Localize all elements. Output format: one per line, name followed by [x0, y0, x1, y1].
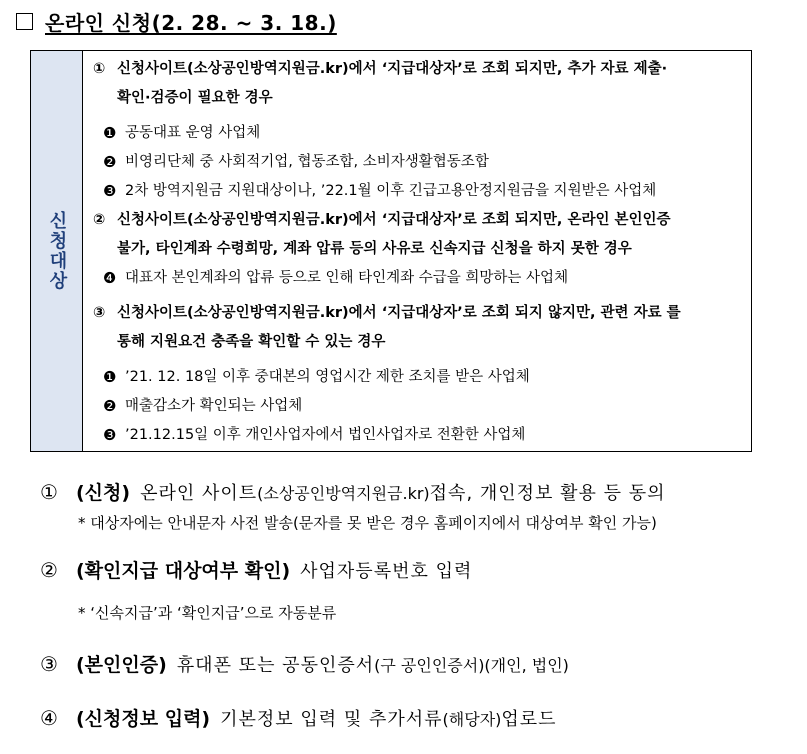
bullet-icon: ❹ — [103, 269, 117, 287]
step-text-end: 업로드 — [501, 709, 557, 730]
item-text: 매출감소가 확인되는 사업체 — [125, 398, 303, 414]
step-subtext: (소상공인방역지원금.kr) — [257, 484, 430, 503]
step-title: (신청) — [76, 482, 131, 504]
section-line: 통해 지원요건 충족을 확인할 수 있는 경우 — [117, 334, 386, 350]
step-title: (신청정보 입력) — [76, 708, 211, 730]
checkbox-square-icon — [16, 13, 33, 30]
list-item — [93, 148, 741, 177]
item-text: 대표자 본인계좌의 압류 등으로 인해 타인계좌 수급을 희망하는 사업체 — [125, 270, 569, 286]
section-line: 불가, 타인계좌 수령희망, 계좌 압류 등의 사유로 신속지급 신청을 하지 못한 경우 — [117, 241, 632, 257]
step-3 — [40, 650, 569, 677]
step-text: 온라인 사이트 — [140, 483, 258, 504]
target-table — [30, 50, 752, 452]
step-title: (본인인증) — [76, 654, 167, 676]
section-1-title — [93, 55, 741, 113]
bullet-icon: ❸ — [103, 426, 117, 444]
list-item — [93, 363, 741, 392]
step-4 — [40, 704, 557, 731]
step-text: 휴대폰 또는 공동인증서 — [176, 655, 375, 676]
step-2-note: * ‘신속지급’과 ‘확인지급’으로 자동분류 — [78, 604, 337, 622]
section-2-title — [93, 206, 741, 264]
section-number: ③ — [93, 305, 106, 321]
item-text: 비영리단체 중 사회적기업, 협동조합, 소비자생활협동조합 — [125, 154, 489, 170]
section-line: 신청사이트(소상공인방역지원금.kr)에서 ‘지급대상자’로 조회 되지만, 추가 자료 제출· — [117, 61, 668, 77]
step-number: ③ — [40, 652, 58, 676]
side-label: 신청대상 — [46, 211, 68, 291]
step-subtext: (구 공인인증서)(개인, 법인) — [374, 656, 569, 675]
section-line: 신청사이트(소상공인방역지원금.kr)에서 ‘지급대상자’로 조회 되지만, 온라인 본인인증 — [117, 212, 671, 228]
step-2 — [40, 556, 472, 583]
step-number: ① — [40, 480, 58, 504]
step-number: ④ — [40, 706, 58, 730]
list-item — [93, 264, 741, 293]
list-item — [93, 177, 741, 206]
table-body — [83, 51, 751, 451]
list-item — [93, 119, 741, 148]
step-1-note: * 대상자에는 안내문자 사전 발송(문자를 못 받은 경우 홈페이지에서 대상여부 확인 가능) — [78, 514, 657, 532]
item-text: 2차 방역지원금 지원대상이나, ’22.1월 이후 긴급고용안정지원금을 지원받은 사업체 — [125, 183, 657, 199]
step-subtext: (해당자) — [442, 710, 502, 729]
section-title — [117, 299, 741, 357]
section-title — [117, 55, 741, 113]
item-text: ’21. 12. 18일 이후 중대본의 영업시간 제한 조치를 받은 사업체 — [125, 369, 530, 385]
item-text: 공동대표 운영 사업체 — [125, 125, 261, 141]
step-1 — [40, 478, 666, 505]
section-3-title — [93, 299, 741, 357]
list-item — [93, 392, 741, 421]
bullet-icon: ❷ — [103, 397, 117, 415]
bullet-icon: ❶ — [103, 124, 117, 142]
side-label-cell — [31, 51, 83, 451]
section-line: 확인·검증이 필요한 경우 — [117, 90, 273, 106]
item-text: ’21.12.15일 이후 개인사업자에서 법인사업자로 전환한 사업체 — [125, 427, 526, 443]
step-title: (확인지급 대상여부 확인) — [76, 560, 291, 582]
bullet-icon: ❷ — [103, 153, 117, 171]
section-line: 신청사이트(소상공인방역지원금.kr)에서 ‘지급대상자’로 조회 되지 않지만, 관련 자료 를 — [117, 305, 681, 321]
bullet-icon: ❶ — [103, 368, 117, 386]
step-text: 기본정보 입력 및 추가서류 — [220, 709, 443, 730]
step-number: ② — [40, 558, 58, 582]
step-text-end: 접속, 개인정보 활용 등 동의 — [429, 483, 666, 504]
bullet-icon: ❸ — [103, 182, 117, 200]
section-title — [117, 206, 741, 264]
heading-text: 온라인 신청(2. 28. ~ 3. 18.) — [45, 10, 337, 35]
list-item — [93, 421, 741, 450]
section-number: ① — [93, 61, 106, 77]
section-heading — [8, 4, 337, 38]
section-number: ② — [93, 212, 106, 228]
step-text: 사업자등록번호 입력 — [300, 561, 473, 582]
